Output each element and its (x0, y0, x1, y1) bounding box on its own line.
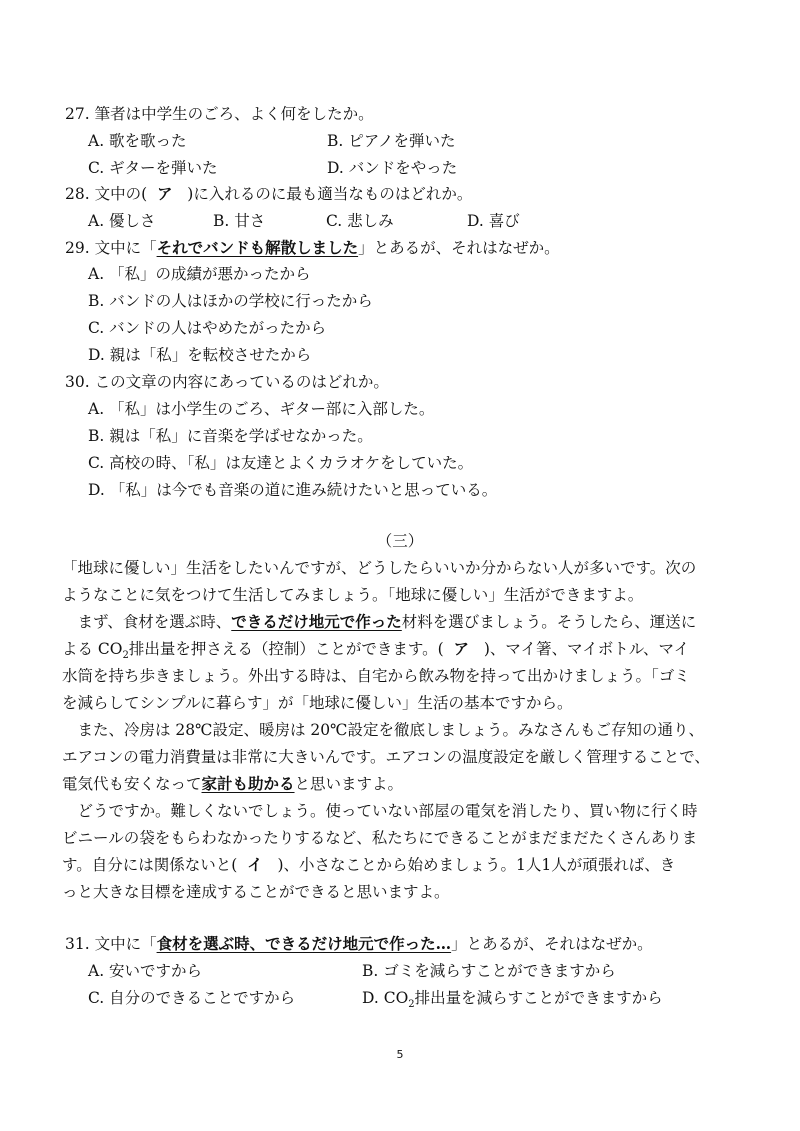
q28-option-b: B. 甘さ (213, 212, 266, 230)
passage-line: まず、食材を選ぶ時、できるだけ地元で作った材料を選びましょう。そうしたら、運送に (62, 612, 697, 631)
q29-option-a: A. 「私」の成績が悪かったから (88, 265, 311, 283)
passage-line: よる $CO_2$排出量を押さえる（控制）ことができます。( ア )、マイ箸、マイボトル、マイ (62, 639, 690, 662)
section-title: （三） (376, 532, 424, 550)
passage-underline-2: 家計も助かる (201, 774, 295, 793)
passage-line: 水筒を持ち歩きましょう。外出する時は、自宅から飲み物を持って出かけましょう。「ゴミ (62, 667, 690, 685)
q30-stem: 30. この文章の内容にあっているのはどれか。 (65, 373, 389, 391)
q31-option-a: A. 安いですから (88, 962, 203, 980)
passage-underline-1: できるだけ地元で作った (231, 612, 402, 631)
q28-stem: 28. 文中の( ア )に入れるのに最も適当なものはどれか。 (65, 184, 473, 203)
q29-option-d: D. 親は「私」を転校させたから (88, 346, 312, 364)
q30-option-b: B. 親は「私」に音楽を学ばせなかった。 (88, 427, 373, 445)
q29-option-b: B. バンドの人はほかの学校に行ったから (88, 292, 373, 310)
passage-line: どうですか。難しくないでしょう。使っていない部屋の電気を消したり、買い物に行く時 (62, 802, 698, 820)
q28-option-c: C. 悲しみ (326, 212, 394, 230)
passage-line: また、冷房は 28℃設定、暖房は 20℃設定を徹底しましょう。みなさんもご存知の通り、 (62, 721, 704, 739)
q27-option-b: B. ピアノを弾いた (327, 132, 456, 150)
q31-stem: 31. 文中に「食材を選ぶ時、できるだけ地元で作った…」とあるが、それはなぜか。 (65, 934, 653, 953)
q30-option-a: A. 「私」は小学生のごろ、ギター部に入部した。 (88, 400, 435, 418)
q29-option-c: C. バンドの人はやめたがったから (88, 319, 327, 337)
q30-option-d: D. 「私」は今でも音楽の道に進み続けたいと思っている。 (88, 481, 498, 499)
passage-line: 「地球に優しい」生活をしたいんですが、どうしたらいいか分からない人が多いです。次の (62, 559, 697, 577)
q27-stem: 27. 筆者は中学生のごろ、よく何をしたか。 (65, 105, 374, 123)
passage-line: ようなことに気をつけて生活してみましょう。「地球に優しい」生活ができますよ。 (62, 586, 644, 604)
q31-quote: 食材を選ぶ時、できるだけ地元で作った… (156, 934, 452, 953)
q29-quote: それでバンドも解散しました (156, 238, 359, 257)
passage-blank-i: イ (247, 855, 263, 874)
q31-option-b: B. ゴミを減らすことができますから (362, 962, 616, 980)
q28-blank: ア (156, 184, 173, 203)
q28-option-a: A. 優しさ (88, 212, 156, 230)
passage-line: ビニールの袋をもらわなかったりするなど、私たちにできることがまだまだたくさんありま (62, 829, 698, 847)
passage-line: を減らしてシンプルに暮らす」が「地球に優しい」生活の基本ですから。 (62, 694, 573, 712)
q30-option-c: C. 高校の時、「私」は友達とよくカラオケをしていた。 (88, 454, 474, 472)
passage-line: 電気代も安くなって家計も助かると思いますよ。 (62, 774, 404, 793)
q31-option-c: C. 自分のできることですから (88, 989, 296, 1007)
q27-option-c: C. ギターを弾いた (88, 159, 218, 177)
passage-line: す。自分には関係ないと( イ )、小さなことから始めましょう。1人1人が頑張れば、き (62, 855, 676, 874)
q27-option-d: D. バンドをやった (327, 159, 458, 177)
q27-option-a: A. 歌を歌った (88, 132, 187, 150)
passage-blank-a: ア (453, 639, 470, 658)
passage-line: エアコンの電力消費量は非常に大きいんです。エアコンの温度設定を厳しく管理することで、 (62, 748, 710, 766)
q29-stem: 29. 文中に「それでバンドも解散しました」とあるが、それはなぜか。 (65, 238, 560, 257)
q28-option-d: D. 喜び (467, 212, 520, 230)
page-number: 5 (396, 1048, 404, 1061)
q31-option-d: D. $CO_2$排出量を減らすことができますから (362, 989, 663, 1011)
passage-line: っと大きな目標を達成することができると思いますよ。 (62, 883, 450, 901)
